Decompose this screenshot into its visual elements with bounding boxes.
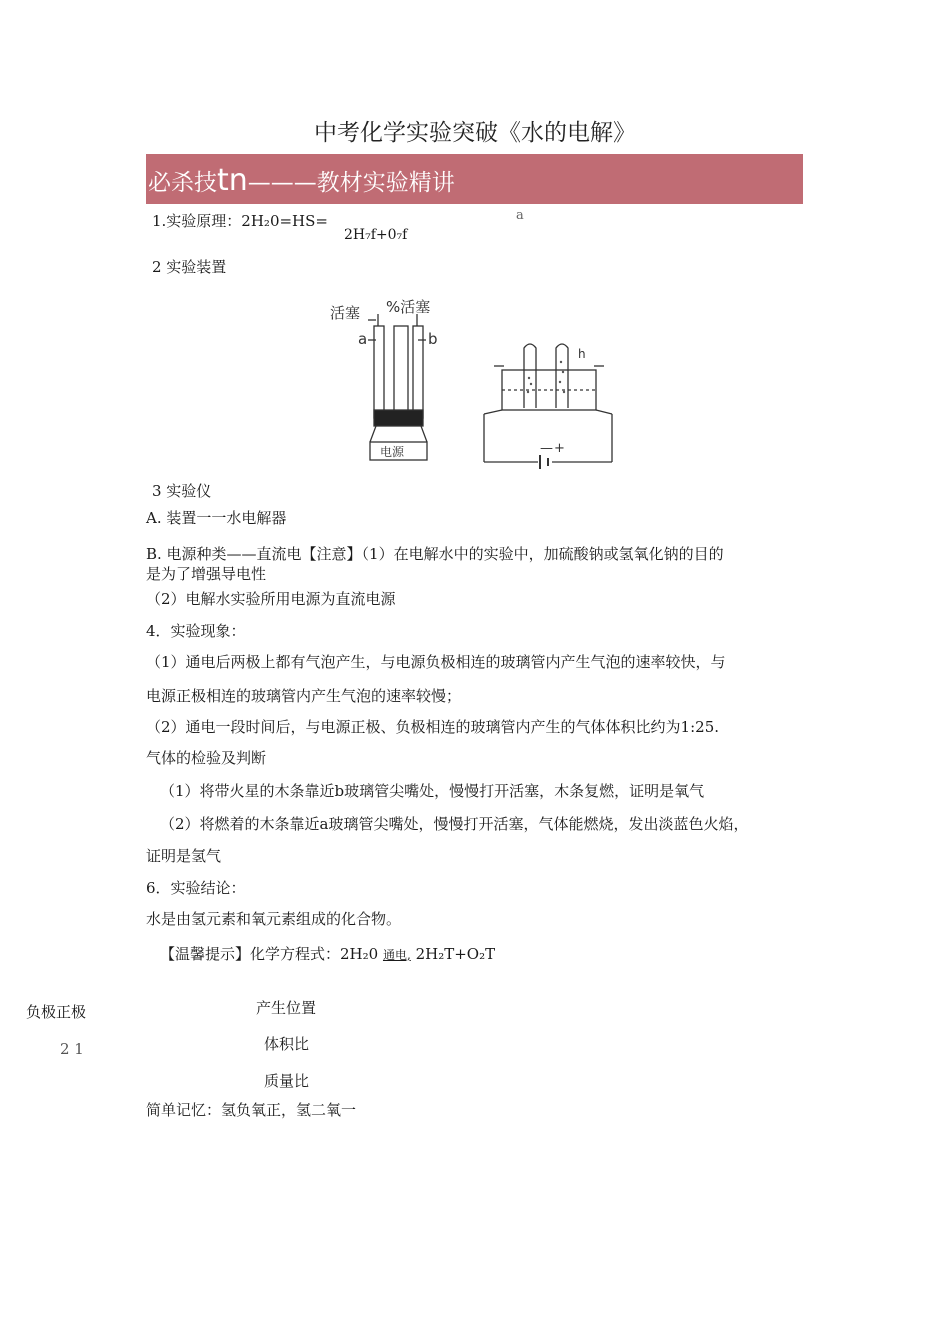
banner-suffix: ———教材实验精讲 bbox=[247, 170, 455, 196]
page-title: 中考化学实验突破《水的电解》 bbox=[314, 120, 636, 146]
equation-tip bbox=[160, 943, 495, 964]
tube-b-label: b bbox=[428, 330, 438, 348]
electrode-base bbox=[374, 410, 423, 426]
ratio-value: 2 1 bbox=[60, 1040, 84, 1058]
phenomenon-1-line1: （1）通电后两极上都有气泡产生，与电源负极相连的玻璃管内产生气泡的速率较快，与 bbox=[146, 653, 726, 671]
item-b-line1: B. 电源种类——直流电【注意】（1）在电解水中的实验中，加硫酸钠或氢氧化钠的目的 bbox=[146, 545, 724, 563]
tip-condition: 通电, bbox=[382, 948, 411, 962]
electrode-header: 负极正极 bbox=[26, 1003, 87, 1021]
test-tube-left bbox=[524, 344, 536, 408]
stopcock-b-label: %活塞 bbox=[386, 298, 431, 316]
tip-prefix: 【温馨提示】化学方程式：2H₂0 bbox=[160, 945, 379, 963]
stopcock-a-label: 活塞 bbox=[330, 304, 361, 322]
item-a: A. 装置一一水电解器 bbox=[146, 509, 287, 527]
row-mass-ratio: 质量比 bbox=[264, 1072, 310, 1090]
tip-suffix: 2H₂T+O₂T bbox=[415, 945, 496, 963]
power-label: 电源 bbox=[380, 445, 405, 459]
h-label: h bbox=[578, 347, 586, 361]
plus-label: + bbox=[554, 441, 565, 456]
apparatus-label: 2 实验装置 bbox=[152, 258, 227, 276]
tube-a-label: a bbox=[358, 330, 368, 348]
gas-test-2-line1: （2）将燃着的木条靠近a玻璃管尖嘴处，慢慢打开活塞，气体能燃烧，发出淡蓝色火焰， bbox=[160, 815, 749, 833]
gas-test-1: （1）将带火星的木条靠近b玻璃管尖嘴处，慢慢打开活塞，木条复燃，证明是氧气 bbox=[160, 782, 705, 800]
heading-conclusion: 6．实验结论： bbox=[146, 879, 246, 897]
gas-test-2-line2: 证明是氢气 bbox=[146, 847, 222, 865]
apparatus-diagram bbox=[318, 292, 618, 470]
banner-prefix: 必杀技 bbox=[148, 170, 217, 196]
conclusion-text: 水是由氢元素和氧元素组成的化合物。 bbox=[146, 910, 402, 928]
section-banner bbox=[146, 154, 803, 204]
center-reservoir bbox=[394, 326, 408, 418]
instrument-label: 3 实验仪 bbox=[152, 482, 212, 500]
apparatus-figure bbox=[318, 292, 618, 470]
principle-mark: a bbox=[516, 208, 524, 223]
row-position: 产生位置 bbox=[256, 999, 317, 1017]
heading-gas-test: 气体的检验及判断 bbox=[146, 749, 267, 767]
memory-tip: 简单记忆：氢负氧正，氢二氧一 bbox=[146, 1101, 357, 1119]
row-volume-ratio: 体积比 bbox=[264, 1035, 310, 1053]
minus-label: — bbox=[540, 441, 553, 456]
item-b-note2: （2）电解水实验所用电源为直流电源 bbox=[146, 590, 396, 608]
principle-products: 2H₇f+0₇f bbox=[344, 227, 408, 243]
heading-phenomena: 4．实验现象： bbox=[146, 622, 246, 640]
principle-label: 1.实验原理：2H₂0=HS= bbox=[152, 212, 328, 230]
banner-big: tn bbox=[217, 163, 248, 198]
phenomenon-1-line2: 电源正极相连的玻璃管内产生气泡的速率较慢； bbox=[146, 687, 462, 705]
test-tube-right bbox=[556, 344, 568, 408]
phenomenon-2: （2）通电一段时间后，与电源正极、负极相连的玻璃管内产生的气体体积比约为1:25. bbox=[146, 718, 719, 736]
item-b-line2: 是为了增强导电性 bbox=[146, 565, 267, 583]
